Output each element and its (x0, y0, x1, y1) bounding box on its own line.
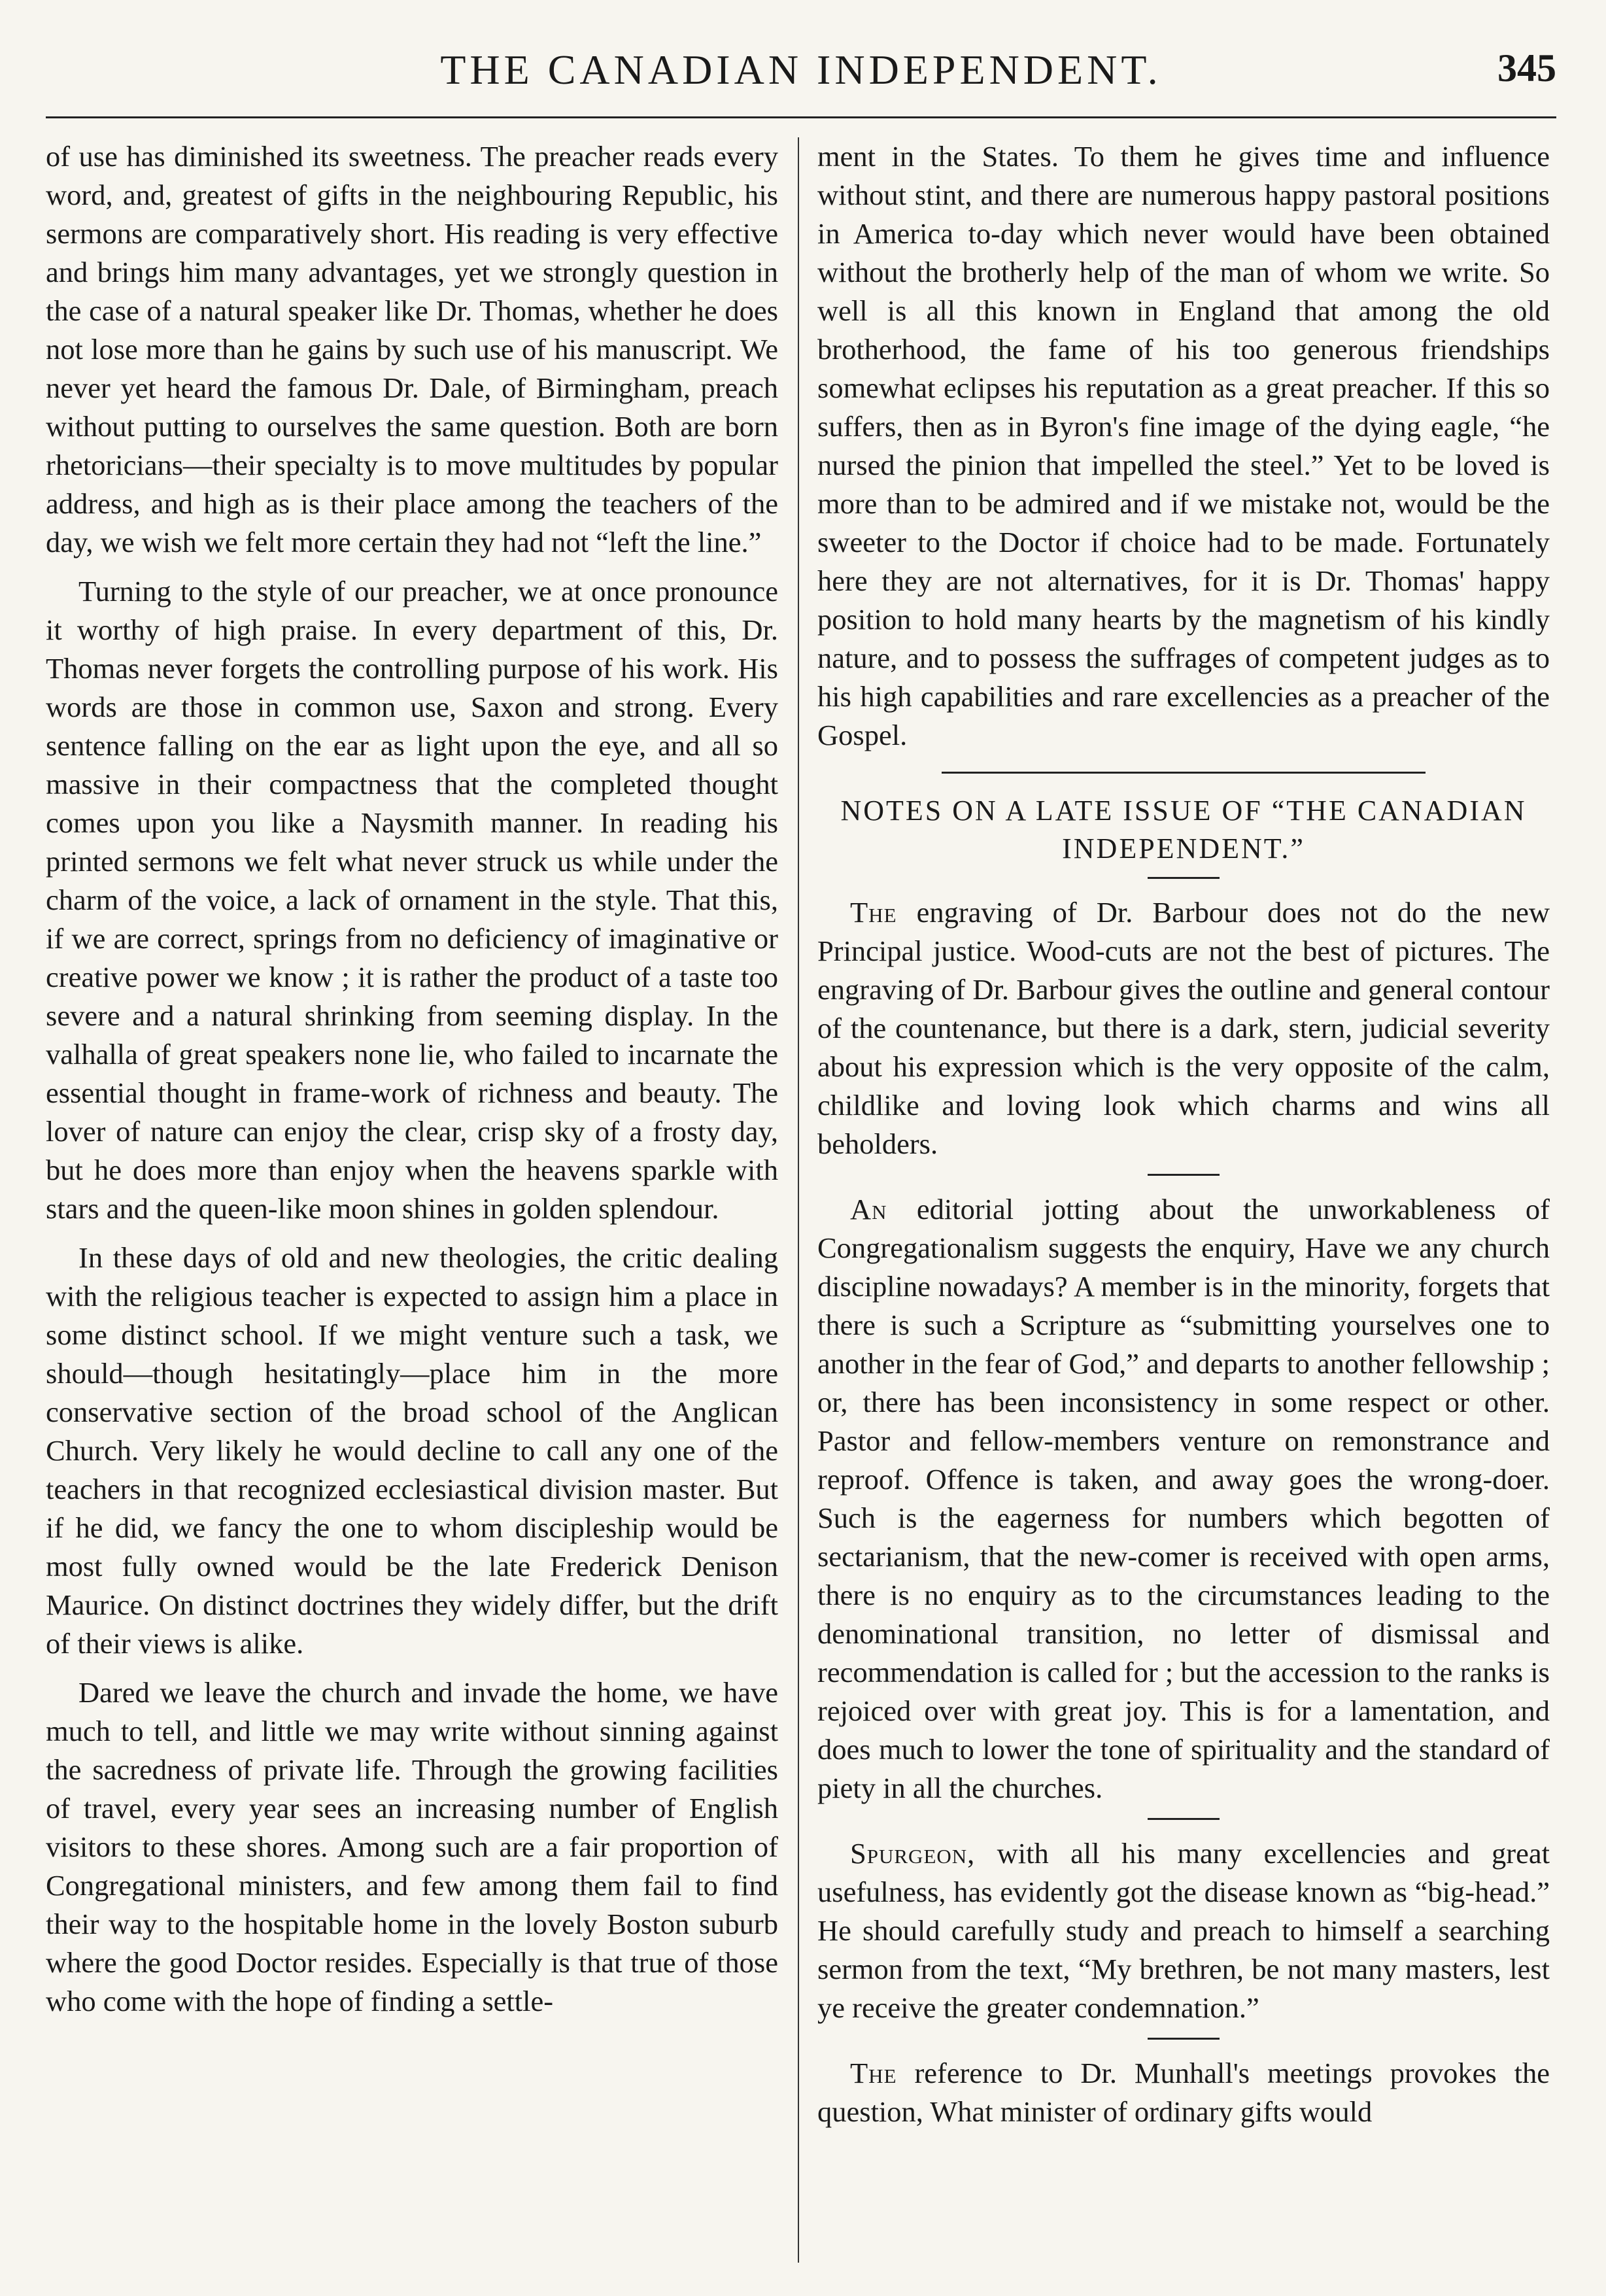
column-divider (798, 137, 799, 2263)
paragraph: ment in the States. To them he gives time and influence without stint, and there are numerous happy pastoral positions in America to-day which never would have been obtained without the brotherly help of the man of whom we write. So well is all this known in England that among the old brotherhood, the fame of his too generous friendships somewhat eclipses his reputation as a great preacher. If this so suffers, then as in Byron's fine image of the dying eagle, “he nursed the pinion that impelled the steel.” Yet to be loved is more than to be admired and if we mistake not, would be the sweeter to the Doctor if choice had to be made. Fortunately here they are not alternatives, for it is Dr. Thomas' happy position to hold many hearts by the magnetism of his kindly nature, and to possess the suffrages of competent judges as to his high capabilities and rare excellencies as a preacher of the Gospel. (817, 140, 1550, 751)
note-paragraph (817, 1190, 1550, 1808)
note-lead: The (850, 2057, 897, 2089)
note-rule (1148, 1818, 1220, 1820)
note-text: with all his many excellencies and great usefulness, has evidently got the disease known as “big-head.” He should carefully study and preach to himself a searching sermon from the text, “My brethren, be not many masters, lest ye receive the greater condemnation.” (817, 1837, 1550, 2024)
note-lead: The (850, 896, 897, 929)
journal-title: THE CANADIAN INDEPENDENT. (440, 46, 1162, 93)
note-text: editorial jotting about the unworkableness of Congregationalism suggests the enquiry, Have we any church discipline nowadays? A member is in the minority, forgets that there is such a Scripture as “submitting yourselves one to another in the fear of God,” and departs to another fellowship ; or, there has been inconsistency in some respect or other. Pastor and fellow-members venture on remonstrance and reproof. Offence is taken, and away goes the wrong-doer. Such is the eagerness for numbers which begotten of sectarianism, that the new-comer is received with open arms, there is no enquiry as to the circumstances leading to the denominational transition, no letter of dismissal and recommendation is called for ; but the accession to the ranks is rejoiced over with great joy. This is for a lamentation, and does much to lower the tone of spirituality and the standard of piety in all the churches. (817, 1193, 1550, 1804)
section-rule (1148, 877, 1220, 879)
note-paragraph (817, 893, 1550, 1163)
document-page (46, 46, 1556, 2263)
note-paragraph (817, 1834, 1550, 2027)
right-column (817, 137, 1550, 2142)
note-lead: Spurgeon, (850, 1837, 976, 1870)
page-number: 345 (1497, 46, 1556, 90)
note-rule (1148, 2038, 1220, 2040)
page-header (46, 46, 1556, 124)
note-text: engraving of Dr. Barbour does not do the new Principal justice. Wood-cuts are not the best of pictures. The engraving of Dr. Barbour gives the outline and general contour of the countenance, but there is a dark, stern, judicial severity about his expression which is the very opposite of the calm, childlike and loving look which charms and wins all beholders. (817, 896, 1550, 1160)
paragraph: Turning to the style of our preacher, we at once pronounce it worthy of high praise. In every department of this, Dr. Thomas never forgets the controlling purpose of his work. His words are those in common use, Saxon and strong. Every sentence falling on the ear as light upon the eye, and all so massive in their compactness that the completed thought comes upon you like a Naysmith manner. In reading his printed sermons we felt what never struck us while under the charm of the voice, a lack of ornament in the style. That this, if we are correct, springs from no deficiency of imaginative or creative power we know ; it is rather the product of a taste too severe and a natural shrinking from seeming display. In the valhalla of great speakers none lie, who failed to incarnate the essential thought in frame-work of richness and beauty. The lover of nature can enjoy the clear, crisp sky of a frosty day, but he does more than enjoy when the heavens sparkle with stars and the queen-like moon shines in golden splendour. (46, 575, 778, 1225)
header-rule (46, 116, 1556, 118)
section-title: NOTES ON A LATE ISSUE OF “THE CANADIAN INDEPENDENT.” (840, 795, 1527, 865)
note-rule (1148, 1174, 1220, 1176)
left-column (46, 137, 778, 2031)
paragraph: Dared we leave the church and invade the home, we have much to tell, and little we may write without sinning against the sacredness of private life. Through the growing facilities of travel, every year sees an increasing number of English visitors to these shores. Among such are a fair proportion of Congregational ministers, and few among them fail to find their way to the hospitable home in the lovely Boston suburb where the good Doctor resides. Especially is that true of those who come with the hope of finding a settle- (46, 1676, 778, 2017)
note-text: reference to Dr. Munhall's meetings provokes the question, What minister of ordinary gifts would (817, 2057, 1550, 2128)
note-paragraph (817, 2054, 1550, 2131)
paragraph: In these days of old and new theologies, the critic dealing with the religious teacher is expected to assign him a place in some distinct school. If we might venture such a task, we should—though hesitatingly—place him in the more conservative section of the broad school of the Anglican Church. Very likely he would decline to call any one of the teachers in that recognized ecclesiastical division master. But if he did, we fancy the one to whom discipleship would be most fully owned would be the late Frederick Denison Maurice. On distinct doctrines they widely differ, but the drift of their views is alike. (46, 1241, 778, 1660)
note-lead: An (850, 1193, 887, 1225)
paragraph: of use has diminished its sweetness. The preacher reads every word, and, greatest of gifts in the neighbouring Republic, his sermons are comparatively short. His reading is very effective and brings him many advantages, yet we strongly question in the case of a natural speaker like Dr. Thomas, whether he does not lose more than he gains by such use of his manuscript. We never yet heard the famous Dr. Dale, of Birmingham, preach without putting to ourselves the same question. Both are born rhetoricians—their specialty is to move multitudes by popular address, and high as is their place among the teachers of the day, we wish we felt more certain they had not “left the line.” (46, 140, 778, 558)
section-rule (942, 772, 1425, 774)
